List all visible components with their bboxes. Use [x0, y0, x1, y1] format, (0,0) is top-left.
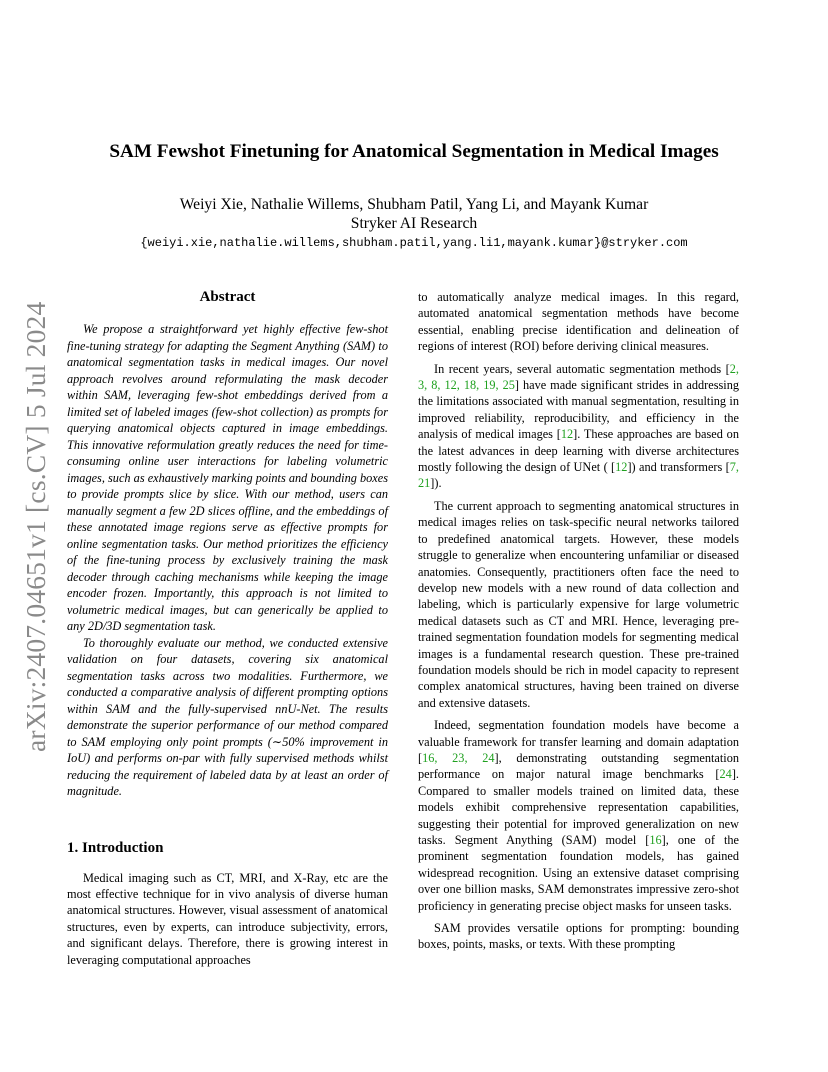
text-span: ]).: [430, 476, 442, 491]
text-span: ]. These approaches are based on the latest advances in deep learning with diverse architectures mostly following the design of UNet ( [: [418, 427, 739, 475]
body-paragraph: to automatically analyze medical images. In this regard, automated anatomical segmentation methods have become essential, enabling precise identification and delineation of regions of interest (ROI) before deriving clinical measures.: [418, 290, 739, 354]
text-span: ], one of the prominent segmentation foundation models, has gained widespread recognition. Using an extensive dataset comprising over one billion masks, SAM demonstrates impressive zero-shot proficiency in generating precise object masks for unseen tasks.: [418, 833, 739, 913]
citation-link[interactable]: 12: [560, 427, 574, 442]
text-span: ] have made significant strides in addressing the limitations associated with manual segmentation, resulting in improved reliability, reproducibility, and efficiency in the analysis of medical images [: [418, 378, 739, 442]
affiliation: Stryker AI Research: [350, 215, 478, 232]
text-span: Indeed, segmentation foundation models have become a valuable framework for transfer learning and domain adaptation [: [418, 718, 739, 765]
citation-link[interactable]: 24: [719, 767, 732, 782]
section-heading: 1. Introduction: [67, 839, 164, 856]
paper-title: SAM Fewshot Finetuning for Anatomical Segmentation in Medical Images: [109, 141, 719, 162]
right-column: [418, 289, 739, 953]
text-span: ]) and transformers [: [627, 460, 730, 475]
author-list: Weiyi Xie, Nathalie Willems, Shubham Patil, Yang Li, and Mayank Kumar: [179, 196, 649, 213]
author-block: [0, 195, 828, 233]
citation-link[interactable]: 2, 3, 8, 12, 18, 19, 25: [418, 361, 739, 393]
text-span: ], demonstrating outstanding segmentation performance on major natural image benchmarks [: [418, 750, 739, 782]
abstract-section: [67, 287, 388, 800]
text-span: In recent years, several automatic segmentation methods [: [434, 361, 730, 376]
body-paragraph: The current approach to segmenting anatomical structures in medical images relies on task-specific neural networks tailored to predefined anatomical targets. However, these models struggle to generalize when encountering unfamiliar or diseased anatomies. Consequently, practitioners often face the need to develop new models with a new round of data collection and labeling, which is particularly expensive for large volumetric medical datasets such as CT and MRI. Hence, leveraging pre-trained segmentation foundation models for segmenting medical images is a fundamental research question. These pre-trained foundation models should be rich in model capacity to represent complex anatomical structures, having been trained on diverse and extensive datasets.: [418, 498, 739, 710]
citation-link[interactable]: 12: [615, 460, 628, 475]
citation-link[interactable]: 7, 21: [418, 460, 739, 491]
body-paragraph: [418, 717, 739, 914]
arxiv-identifier: arXiv:2407.04651v1 [cs.CV] 5 Jul 2024: [20, 301, 51, 752]
abstract-paragraph: We propose a straightforward yet highly effective few-shot fine-tuning strategy for adapting the Segment Anything (SAM) to anatomical segmentation tasks in medical images. Our novel approach revolves around reformulating the mask decoder within SAM, leveraging few-shot embeddings derived from a limited set of labeled images (few-shot collection) as prompts for querying anatomical objects captured in image embeddings. This innovative reformulation greatly reduces the need for time-consuming online user interactions for labeling volumetric images, such as exhaustively marking points and bounding boxes to provide prompts slice by slice. With our method, users can manually segment a few 2D slices offline, and the embeddings of these annotated image regions serve as effective prompts for online segmentation tasks. Our method prioritizes the efficiency of the fine-tuning process by exclusively training the mask decoder through caching mechanisms while keeping the image encoder frozen. Importantly, this approach is not limited to volumetric medical images, but can generically be applied to any 2D/3D segmentation task.: [67, 322, 388, 633]
citation-link[interactable]: 16: [649, 833, 662, 847]
abstract-heading: Abstract: [199, 289, 256, 305]
left-column: [67, 287, 388, 968]
citation-link[interactable]: 16, 23, 24: [422, 750, 495, 765]
body-paragraph: [418, 361, 739, 492]
body-paragraph: SAM provides versatile options for prompting: bounding boxes, points, masks, or texts. With these prompting: [418, 921, 739, 952]
abstract-paragraph: To thoroughly evaluate our method, we conducted extensive validation on four datasets, covering six anatomical segmentation tasks across two modalities. Furthermore, we conducted a comparative analysis of different prompting options within SAM and the fully-supervised nnU-Net. The results demonstrate the superior performance of our method compared to SAM employing only point prompts (∼50% improvement in IoU) and performs on-par with fully supervised methods whilst reducing the requirement of labeled data by at least an order of magnitude.: [67, 635, 388, 798]
introduction-section: [67, 838, 388, 968]
author-emails: {weiyi.xie,nathalie.willems,shubham.patil,yang.li1,mayank.kumar}@stryker.com: [140, 236, 688, 250]
body-paragraph: Medical imaging such as CT, MRI, and X-Ray, etc are the most effective technique for in vivo analysis of diverse human anatomical structures. However, visual assessment of anatomical structures, even by experts, can introduce subjectivity, errors, and significant delays. Therefore, there is growing interest in leveraging computational approaches: [67, 870, 388, 967]
text-span: ]. Compared to smaller models trained on limited data, these models exhibit comprehensive representation capabilities, suggesting their potential for improved generalization on new tasks. Segment Anything (SAM) model [: [418, 767, 739, 847]
